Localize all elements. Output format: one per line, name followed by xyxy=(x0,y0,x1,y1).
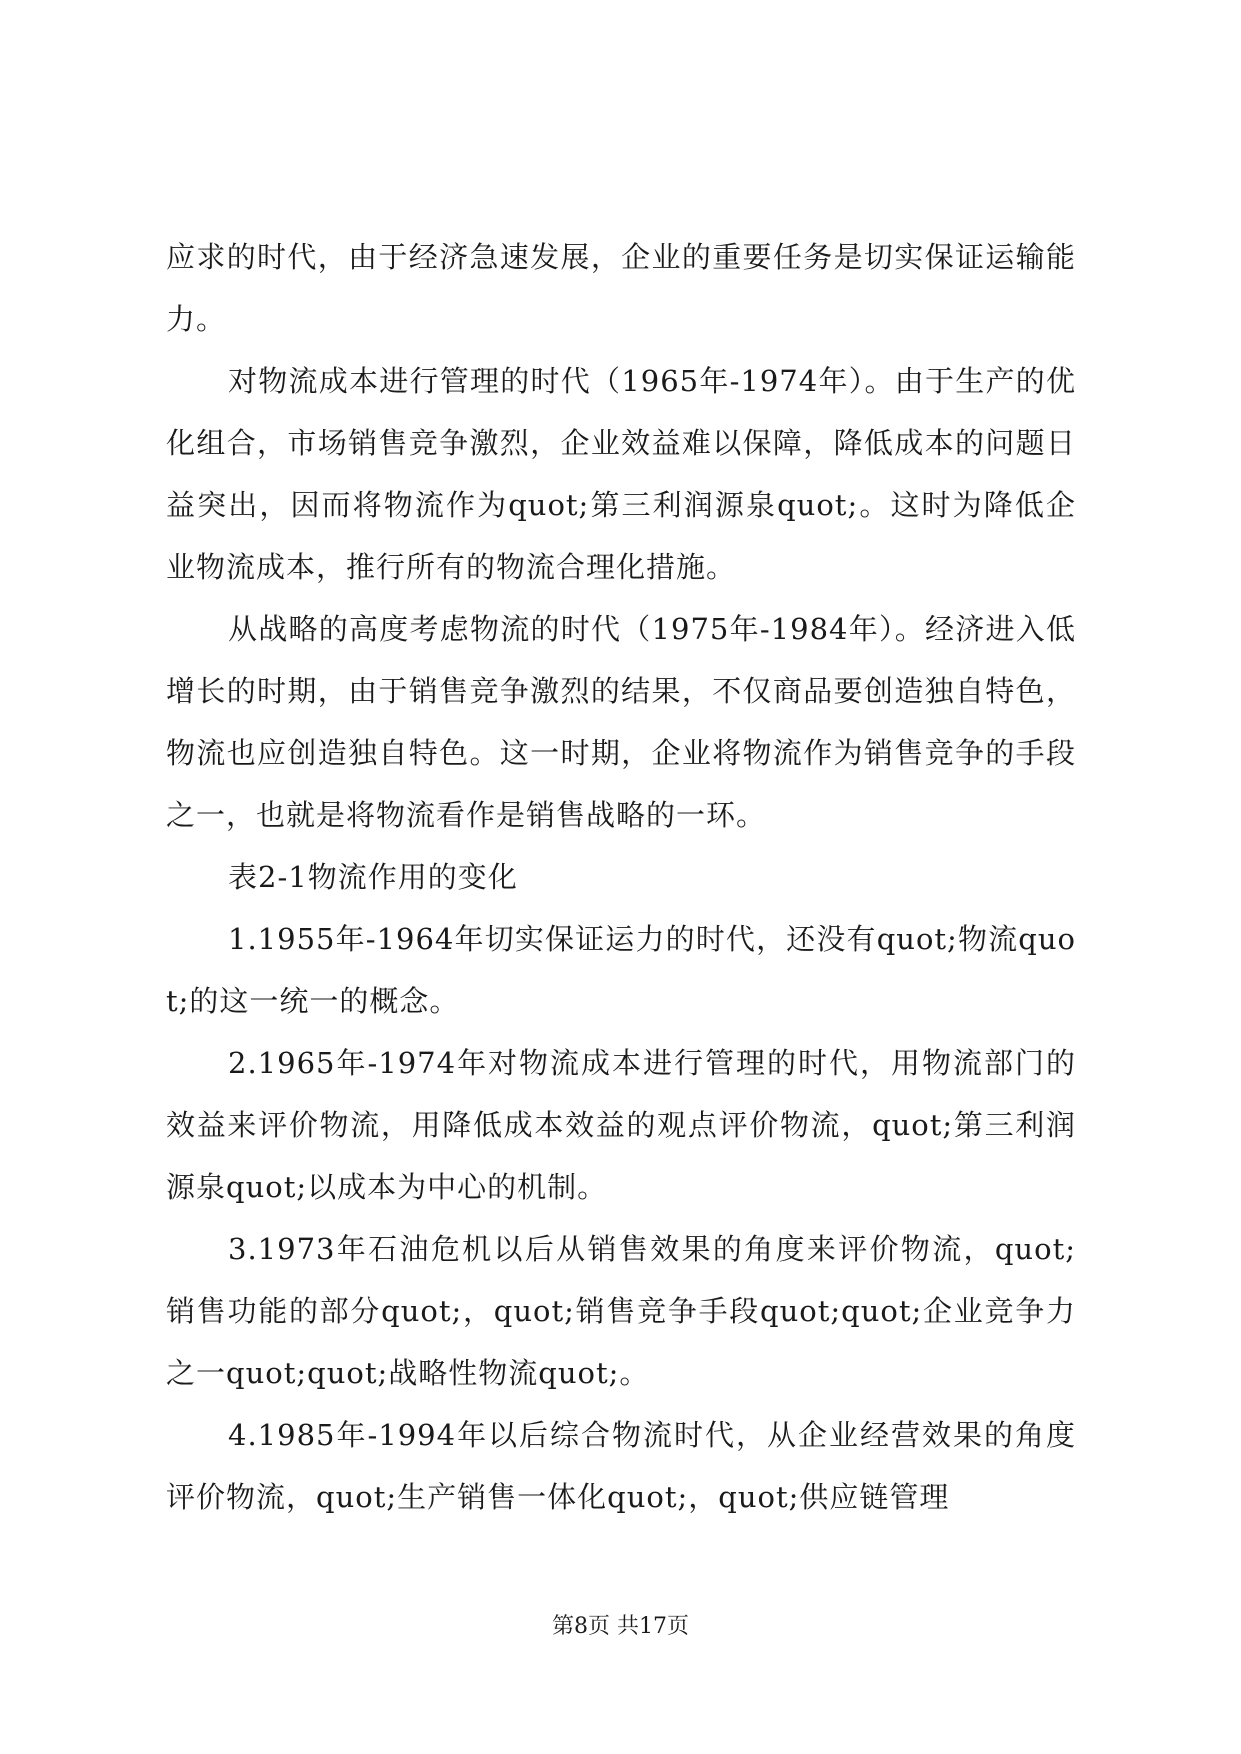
paragraph-continuation: 应求的时代，由于经济急速发展，企业的重要任务是切实保证运输能力。 xyxy=(166,240,1076,336)
list-item-4: 4.1985年-1994年以后综合物流时代，从企业经营效果的角度评价物流，quot;生产销售一体化quot;，quot;供应链管理 xyxy=(166,1418,1076,1514)
paragraph-strategic-era: 从战略的高度考虑物流的时代（1975年-1984年）。经济进入低增长的时期，由于销售竞争激烈的结果，不仅商品要创造独自特色，物流也应创造独自特色。这一时期，企业将物流作为销售竞争的手段之一，也就是将物流看作是销售战略的一环。 xyxy=(166,612,1076,832)
list-item-2: 2.1965年-1974年对物流成本进行管理的时代，用物流部门的效益来评价物流，用降低成本效益的观点评价物流，quot;第三利润源泉quot;以成本为中心的机制。 xyxy=(166,1046,1076,1204)
list-item-1: 1.1955年-1964年切实保证运力的时代，还没有quot;物流quot;的这一统一的概念。 xyxy=(166,922,1076,1018)
page-footer: 第8页 共17页 xyxy=(552,1614,689,1639)
document-body xyxy=(166,226,1076,1528)
paragraph-cost-management-era: 对物流成本进行管理的时代（1965年-1974年）。由于生产的优化组合，市场销售竞争激烈，企业效益难以保障，降低成本的问题日益突出，因而将物流作为quot;第三利润源泉quot;。这时为降低企业物流成本，推行所有的物流合理化措施。 xyxy=(166,364,1076,584)
list-item-3: 3.1973年石油危机以后从销售效果的角度来评价物流，quot;销售功能的部分quot;，quot;销售竞争手段quot;quot;企业竞争力之一quot;quot;战略性物流quot;。 xyxy=(166,1232,1076,1390)
table-caption: 表2-1物流作用的变化 xyxy=(228,860,518,894)
